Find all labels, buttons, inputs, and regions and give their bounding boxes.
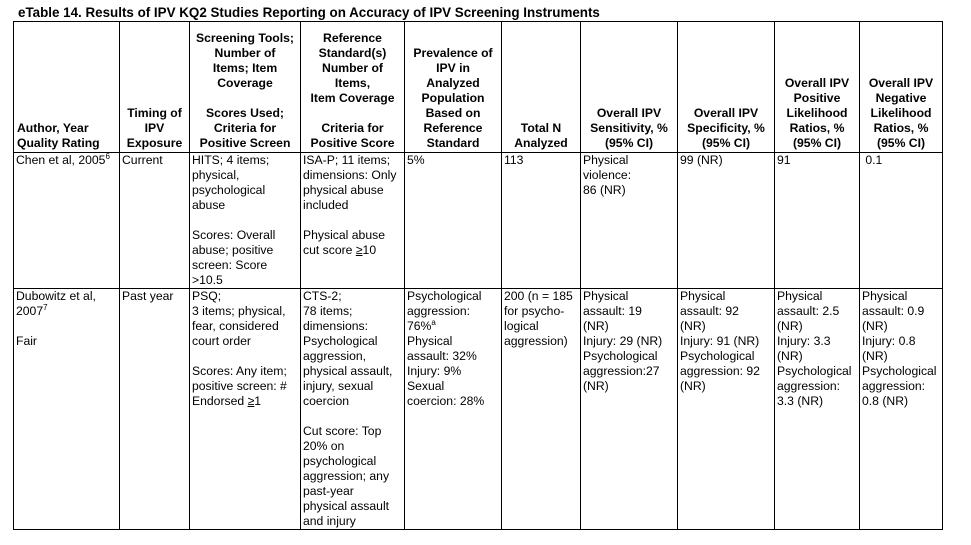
header-author: Author, Year Quality Rating	[14, 22, 120, 153]
header-screening-tools: Screening Tools; Number of Items; Item Coverage Scores Used; Criteria for Positive Screen	[190, 22, 301, 153]
header-positive-lr: Overall IPV Positive Likelihood Ratios, % (95% CI)	[775, 22, 860, 153]
cell-total-n: 113	[502, 153, 581, 289]
cell-sensitivity: Physical assault: 19 (NR) Injury: 29 (NR) Psychological aggression:27 (NR)	[581, 289, 678, 530]
cell-total-n: 200 (n = 185 for psycho- logical aggression)	[502, 289, 581, 530]
cell-author: Chen et al, 2005$^6$	[14, 153, 120, 289]
quality-rating: Fair	[16, 334, 37, 348]
header-sensitivity: Overall IPV Sensitivity, % (95% CI)	[581, 22, 678, 153]
header-reference-standard: Reference Standard(s) Number of Items, Item Coverage Criteria for Positive Score	[301, 22, 405, 153]
cell-prevalence: Psychological aggression: 76%$^a$ Physical assault: 32% Injury: 9% Sexual coercion: 28%	[405, 289, 502, 530]
header-specificity: Overall IPV Specificity, % (95% CI)	[678, 22, 775, 153]
header-row	[14, 22, 943, 153]
cell-reference-standard: ISA-P; 11 items; dimensions: Only physical abuse included Physical abuse cut score ≥10	[301, 153, 405, 289]
cell-screening-tools: PSQ; 3 items; physical, fear, considered court order Scores: Any item; positive screen: # Endorsed ≥1	[190, 289, 301, 530]
results-table	[13, 21, 943, 530]
table-title: eTable 14. Results of IPV KQ2 Studies Reporting on Accuracy of IPV Screening Instruments	[18, 5, 600, 20]
header-total-n: Total N Analyzed	[502, 22, 581, 153]
cell-timing: Current	[120, 153, 190, 289]
cell-specificity: Physical assault: 92 (NR) Injury: 91 (NR) Psychological aggression: 92 (NR)	[678, 289, 775, 530]
cell-reference-standard: CTS-2; 78 items; dimensions: Psychological aggression, physical assault, injury, sexual coercion Cut score: Top 20% on psychological aggression; any past-year physical assault and injury	[301, 289, 405, 530]
cell-positive-lr: 91	[775, 153, 860, 289]
header-timing: Timing of IPV Exposure	[120, 22, 190, 153]
cell-screening-tools: HITS; 4 items; physical, psychological abuse Scores: Overall abuse; positive screen: Score >10.5	[190, 153, 301, 289]
cell-negative-lr: 0.1	[860, 153, 943, 289]
table-row	[14, 153, 943, 289]
cell-positive-lr: Physical assault: 2.5 (NR) Injury: 3.3 (NR) Psychological aggression: 3.3 (NR)	[775, 289, 860, 530]
table-row	[14, 289, 943, 530]
cell-timing: Past year	[120, 289, 190, 530]
header-negative-lr: Overall IPV Negative Likelihood Ratios, % (95% CI)	[860, 22, 943, 153]
header-prevalence: Prevalence of IPV in Analyzed Population Based on Reference Standard	[405, 22, 502, 153]
cell-negative-lr: Physical assault: 0.9 (NR) Injury: 0.8 (NR) Psychological aggression: 0.8 (NR)	[860, 289, 943, 530]
cell-specificity: 99 (NR)	[678, 153, 775, 289]
cell-prevalence: 5%	[405, 153, 502, 289]
cell-sensitivity: Physical violence: 86 (NR)	[581, 153, 678, 289]
cell-author: Dubowitz et al, 2007$^7$ Fair	[14, 289, 120, 530]
